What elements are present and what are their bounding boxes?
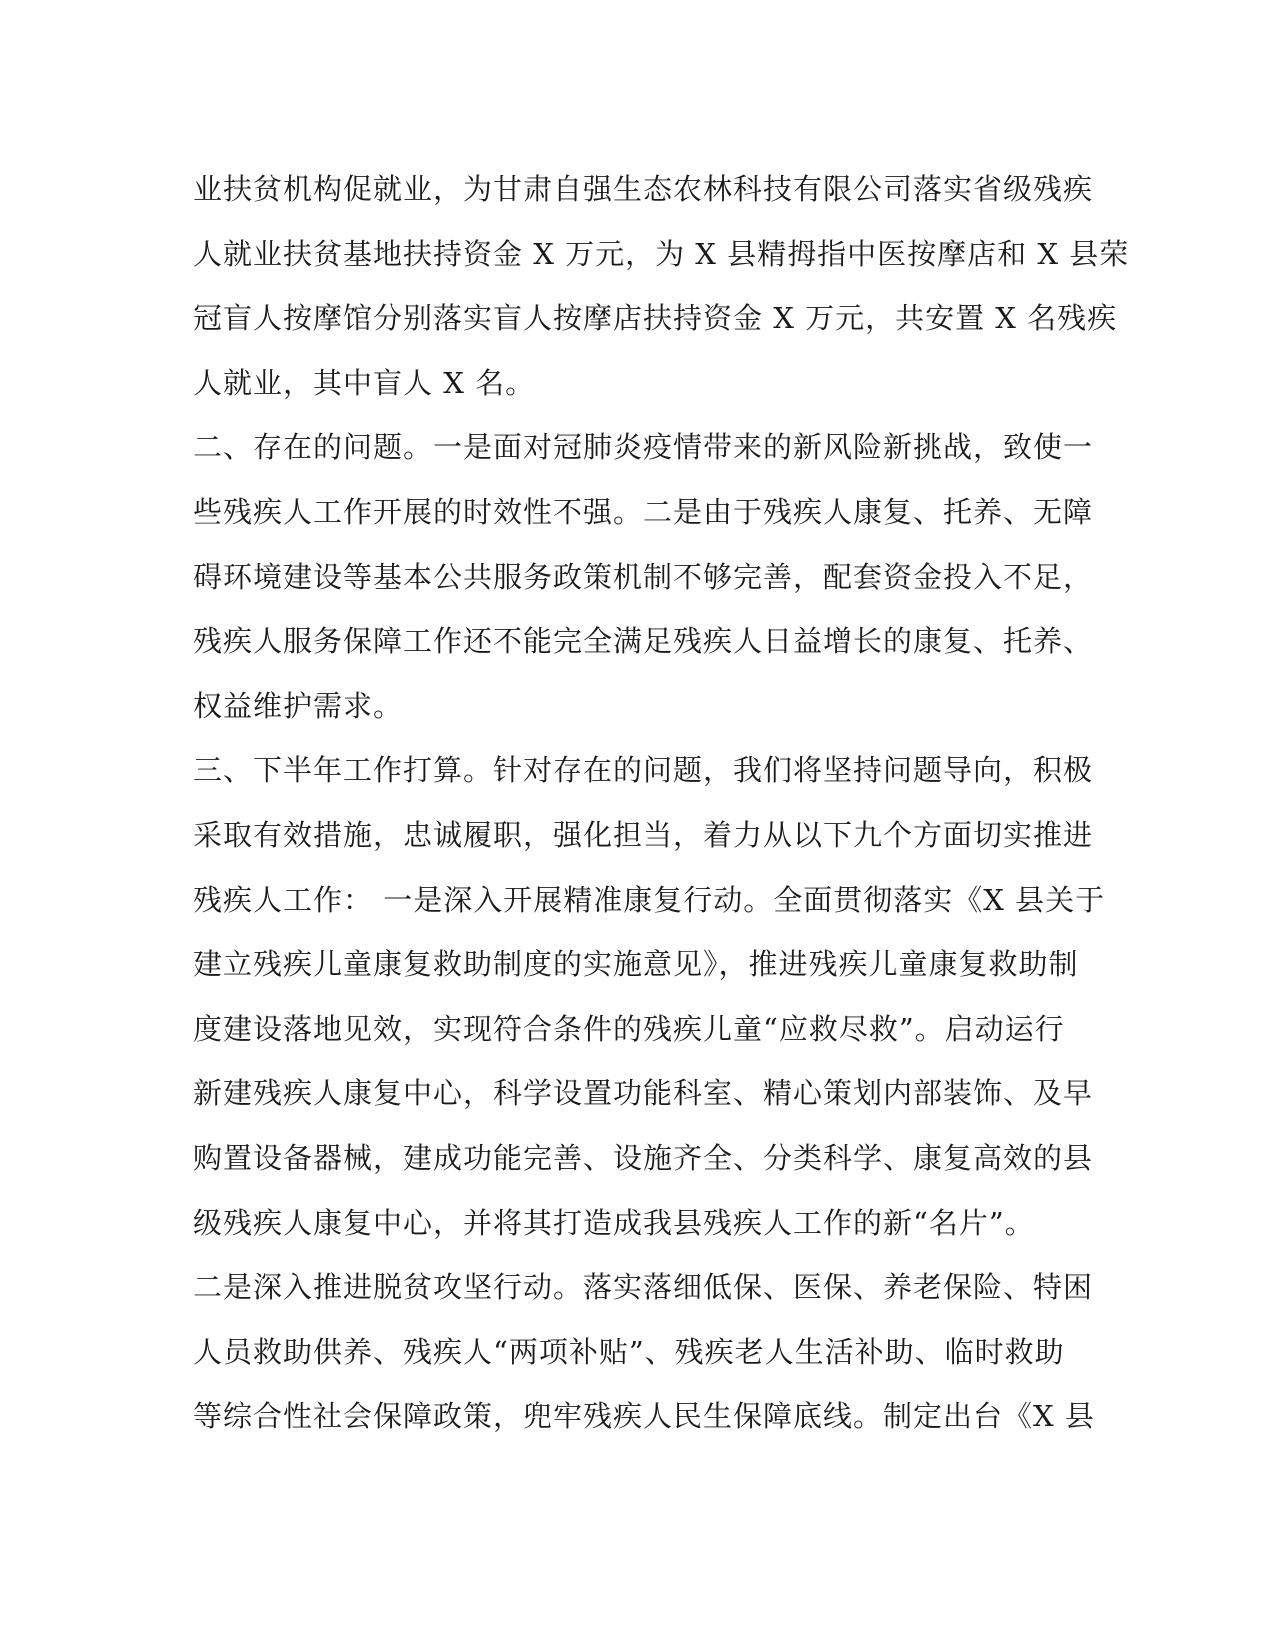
text-line-5: 二、存在的问题。一是面对冠肺炎疫情带来的新风险新挑战，致使一 [193, 430, 1094, 465]
text-line-7: 碍环境建设等基本公共服务政策机制不够完善，配套资金投入不足， [193, 559, 1094, 594]
text-line-6: 些残疾人工作开展的时效性不强。二是由于残疾人康复、托养、无障 [193, 494, 1094, 529]
text-line-14: 度建设落地见效，实现符合条件的残疾儿童“应救尽救”。启动运行 [193, 1011, 1065, 1046]
text-line-10: 三、下半年工作打算。针对存在的问题，我们将坚持问题导向，积极 [193, 753, 1094, 788]
text-line-3: 冠盲人按摩馆分别落实盲人按摩店扶持资金 X 万元，共安置 X 名残疾 [193, 301, 1118, 336]
text-line-19: 人员救助供养、残疾人“两项补贴”、残疾老人生活补助、临时救助 [193, 1334, 1065, 1369]
body-text [193, 157, 1130, 1449]
text-line-4: 人就业，其中盲人 X 名。 [193, 365, 536, 400]
text-line-9: 权益维护需求。 [193, 688, 404, 723]
text-line-18: 二是深入推进脱贫攻坚行动。落实落细低保、医保、养老保险、特困 [193, 1270, 1094, 1305]
text-line-2: 人就业扶贫基地扶持资金 X 万元，为 X 县精拇指中医按摩店和 X 县荣 [193, 236, 1130, 271]
text-line-20: 等综合性社会保障政策，兜牢残疾人民生保障底线。制定出台《X 县 [193, 1399, 1095, 1434]
text-line-8: 残疾人服务保障工作还不能完全满足残疾人日益增长的康复、托养、 [193, 624, 1094, 659]
text-line-13: 建立残疾儿童康复救助制度的实施意见》，推进残疾儿童康复救助制 [193, 947, 1079, 982]
text-line-16: 购置设备器械，建成功能完善、设施齐全、分类科学、康复高效的县 [193, 1140, 1094, 1175]
text-line-15: 新建残疾人康复中心，科学设置功能科室、精心策划内部装饰、及早 [193, 1076, 1094, 1111]
text-line-1: 业扶贫机构促就业，为甘肃自强生态农林科技有限公司落实省级残疾 [193, 172, 1094, 206]
text-line-17: 级残疾人康复中心，并将其打造成我县残疾人工作的新“名片”。 [193, 1205, 1035, 1240]
text-line-11: 采取有效措施，忠诚履职，强化担当，着力从以下九个方面切实推进 [193, 817, 1094, 852]
text-line-12: 残疾人工作： 一是深入开展精准康复行动。全面贯彻落实《X 县关于 [193, 882, 1106, 917]
